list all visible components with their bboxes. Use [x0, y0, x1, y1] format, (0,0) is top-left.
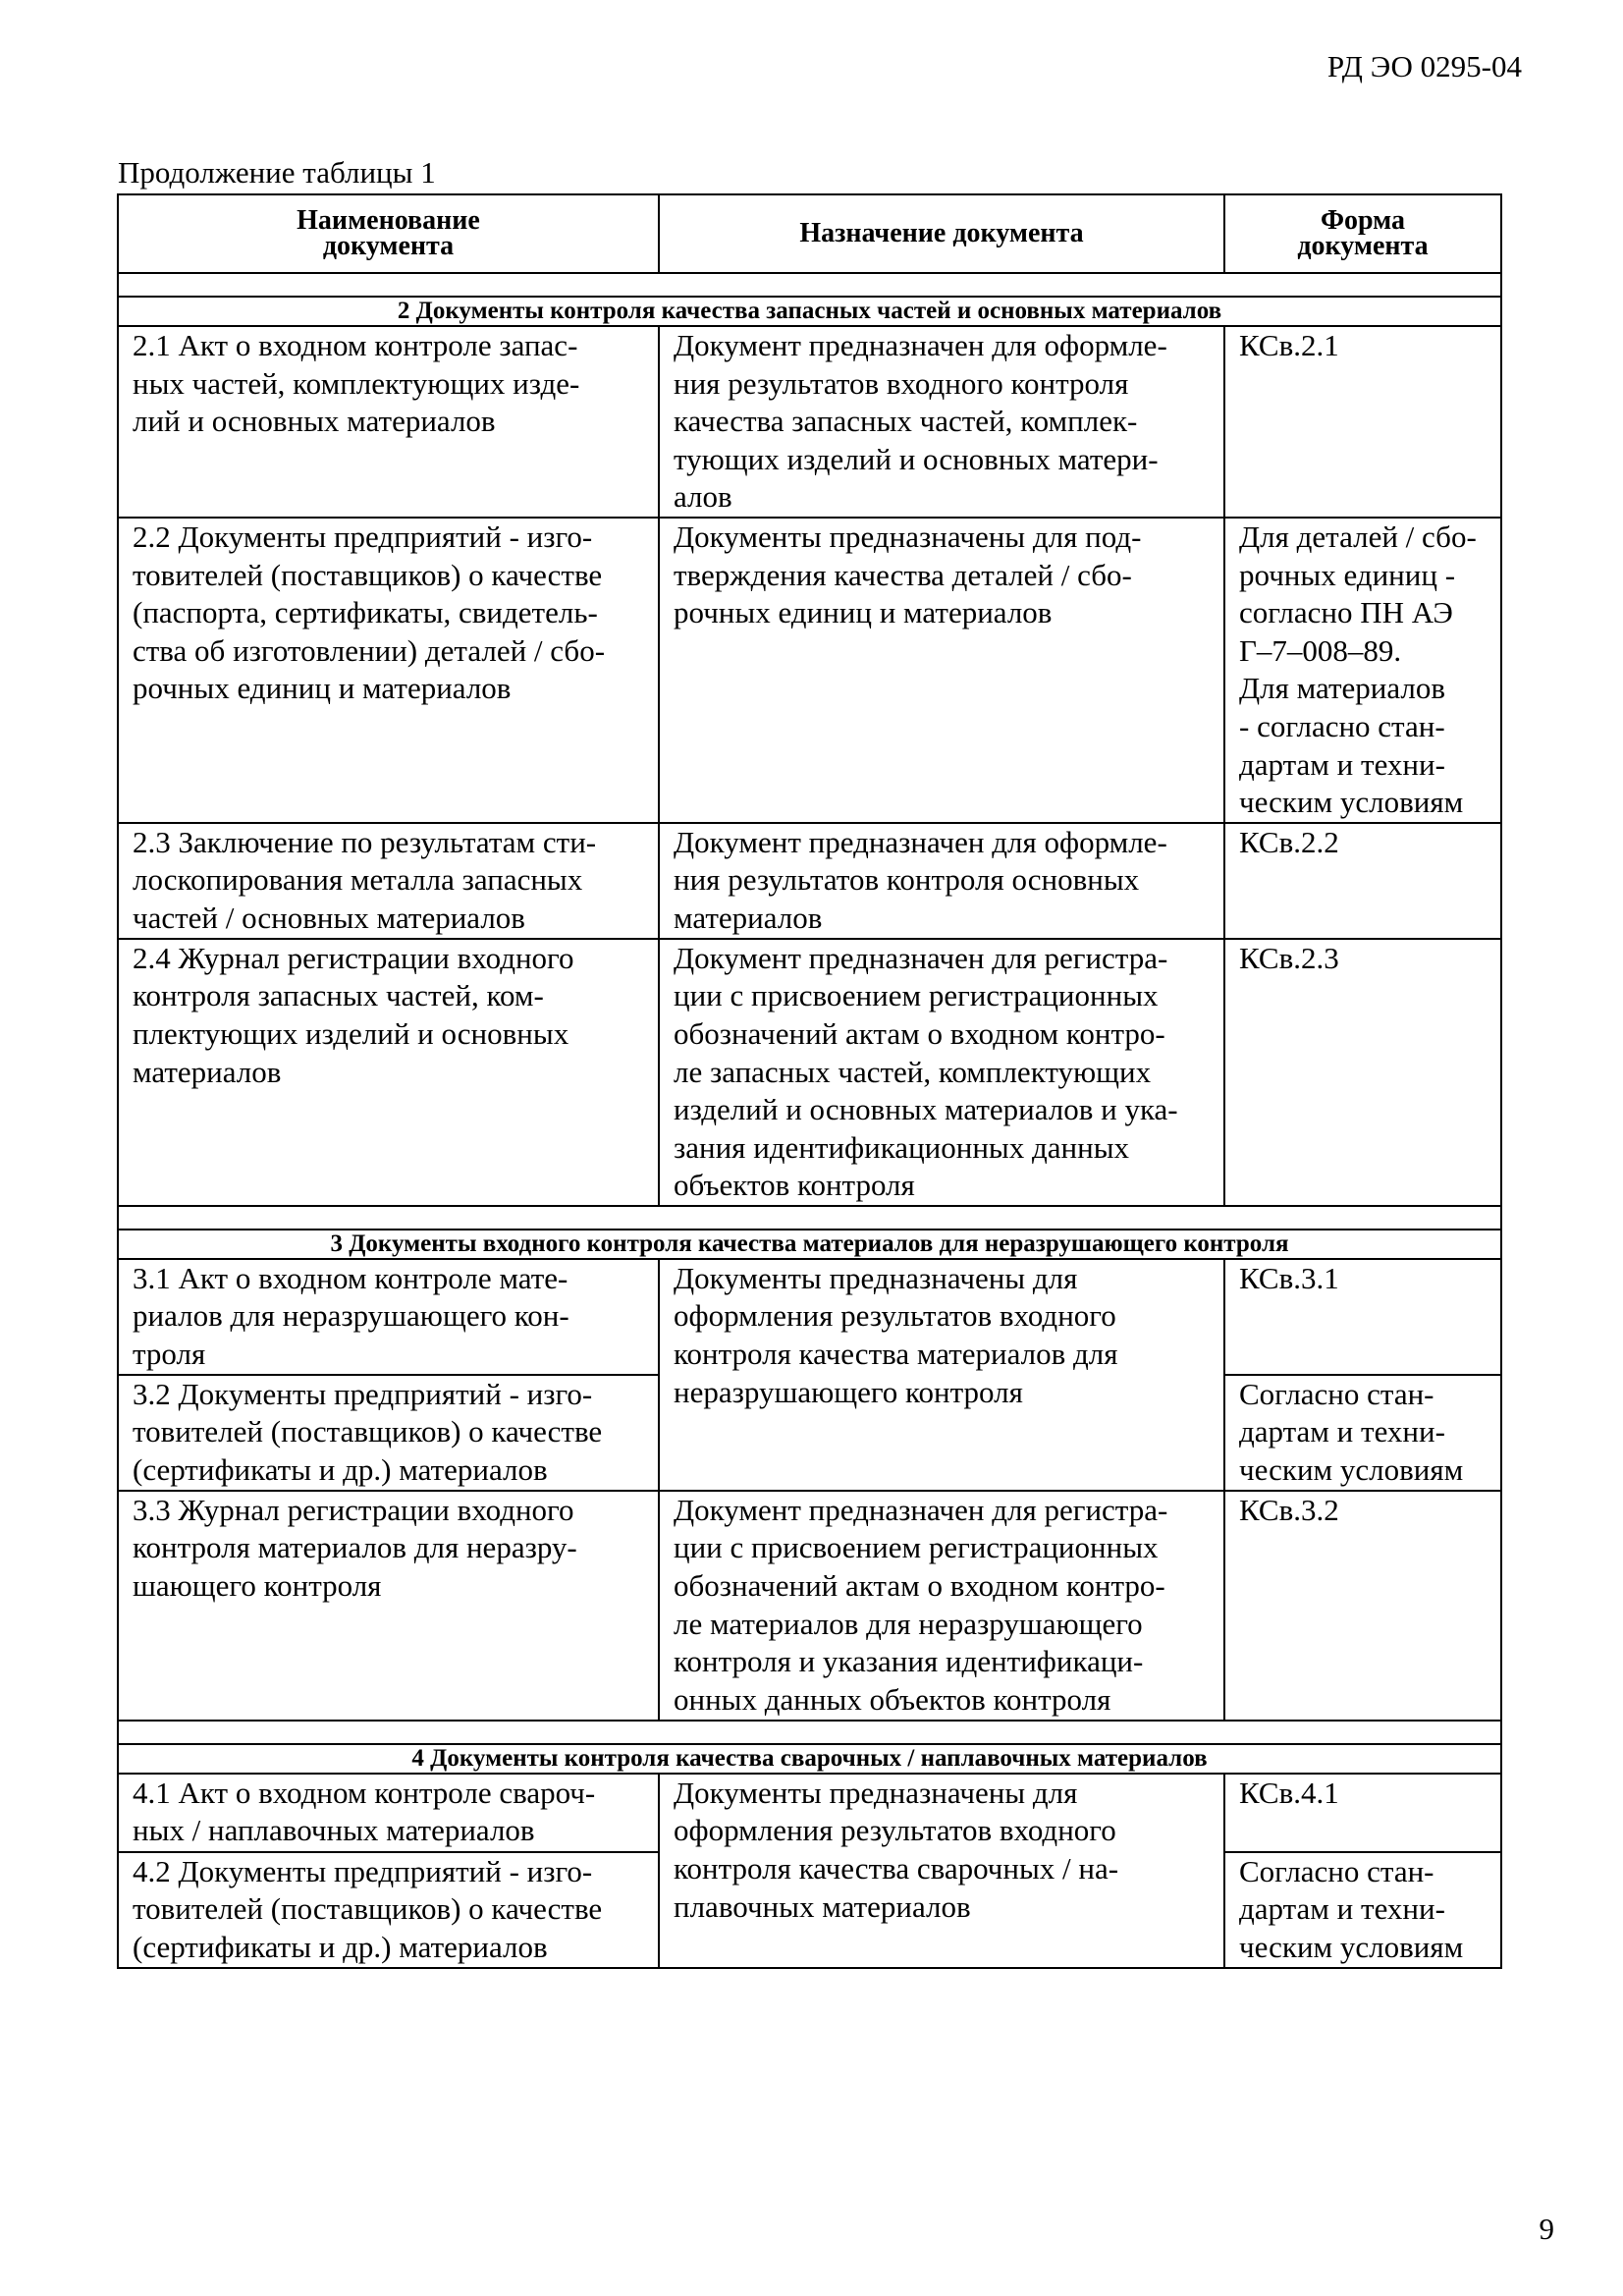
header-name: Наименование документа: [118, 194, 659, 273]
row-2-3-name: 2.3 Заключение по результатам сти- лоскопирования металла запасных частей / основных материалов: [118, 823, 659, 939]
row-4-1-name: 4.1 Акт о входном контроле свароч- ных / наплавочных материалов: [118, 1774, 659, 1852]
row-3-1-name: 3.1 Акт о входном контроле мате- риалов для неразрушающего кон- троля: [118, 1259, 659, 1375]
row-3-2-form: Согласно стан- дартам и техни- ческим условиям: [1224, 1375, 1501, 1491]
section-3-title: 3 Документы входного контроля качества материалов для неразрушающего контроля: [118, 1230, 1501, 1259]
row-2-2-purpose: Документы предназначены для под- тверждения качества деталей / сбо- рочных единиц и материалов: [659, 518, 1224, 823]
row-2-1-purpose: Документ предназначен для оформле- ния результатов входного контроля качества запасных частей, комплек- тующих изделий и основных матери- алов: [659, 326, 1224, 518]
document-code: РД ЭО 0295-04: [1326, 49, 1522, 83]
row-2-2-form: Для деталей / сбо- рочных единиц - согласно ПН АЭ Г–7–008–89. Для материалов - согласно стан- дартам и техни- ческим условиям: [1224, 518, 1501, 823]
row-4-1-form: КСв.4.1: [1224, 1774, 1501, 1852]
row-3-3-purpose: Документ предназначен для регистра- ции с присвоением регистрационных обозначений актам о входном контро- ле материалов для неразрушающего контроля и указания идентификаци- онных данных объектов контроля: [659, 1491, 1224, 1721]
section-title-row: [118, 1744, 1501, 1774]
header-form: Форма документа: [1224, 194, 1501, 273]
row-2-3-purpose: Документ предназначен для оформле- ния результатов контроля основных материалов: [659, 823, 1224, 939]
spacer-row: [118, 273, 1501, 297]
section-4-title: 4 Документы контроля качества сварочных / наплавочных материалов: [118, 1744, 1501, 1774]
section-2-title: 2 Документы контроля качества запасных частей и основных материалов: [118, 297, 1501, 326]
row-4-2-form: Согласно стан- дартам и техни- ческим условиям: [1224, 1852, 1501, 1968]
table-row: [118, 1774, 1501, 1852]
table-row: [118, 939, 1501, 1206]
row-3-3-name: 3.3 Журнал регистрации входного контроля материалов для неразру- шающего контроля: [118, 1491, 659, 1721]
table-caption: Продолжение таблицы 1: [118, 155, 436, 190]
row-2-4-form: КСв.2.3: [1224, 939, 1501, 1206]
section-title-row: [118, 1230, 1501, 1259]
row-4-1-2-purpose: Документы предназначены для оформления результатов входного контроля качества сварочных / на- плавочных материалов: [659, 1774, 1224, 1968]
section-title-row: [118, 297, 1501, 326]
page-number: 9: [1539, 2212, 1554, 2246]
table-row: [118, 518, 1501, 823]
header-purpose: Назначение документа: [659, 194, 1224, 273]
row-3-3-form: КСв.3.2: [1224, 1491, 1501, 1721]
row-2-4-purpose: Документ предназначен для регистра- ции с присвоением регистрационных обозначений актам о входном контро- ле запасных частей, комплектующих изделий и основных материалов и ука- зания идентификационных данных объектов контроля: [659, 939, 1224, 1206]
row-2-3-form: КСв.2.2: [1224, 823, 1501, 939]
table-row: [118, 1259, 1501, 1375]
table-row: [118, 823, 1501, 939]
row-2-1-form: КСв.2.1: [1224, 326, 1501, 518]
table-header-row: [118, 194, 1501, 273]
spacer-row: [118, 1721, 1501, 1744]
table-row: [118, 326, 1501, 518]
row-3-2-name: 3.2 Документы предприятий - изго- товителей (поставщиков) о качестве (сертификаты и др.) материалов: [118, 1375, 659, 1491]
row-4-2-name: 4.2 Документы предприятий - изго- товителей (поставщиков) о качестве (сертификаты и др.) материалов: [118, 1852, 659, 1968]
spacer-row: [118, 1206, 1501, 1230]
table-row: [118, 1491, 1501, 1721]
row-3-1-form: КСв.3.1: [1224, 1259, 1501, 1375]
documents-table: [117, 193, 1502, 1969]
row-2-2-name: 2.2 Документы предприятий - изго- товителей (поставщиков) о качестве (паспорта, сертификаты, свидетель- ства об изготовлении) деталей / сбо- рочных единиц и материалов: [118, 518, 659, 823]
row-3-1-2-purpose: Документы предназначены для оформления результатов входного контроля качества материалов для неразрушающего контроля: [659, 1259, 1224, 1491]
row-2-4-name: 2.4 Журнал регистрации входного контроля запасных частей, ком- плектующих изделий и основных материалов: [118, 939, 659, 1206]
row-2-1-name: 2.1 Акт о входном контроле запас- ных частей, комплектующих изде- лий и основных материалов: [118, 326, 659, 518]
